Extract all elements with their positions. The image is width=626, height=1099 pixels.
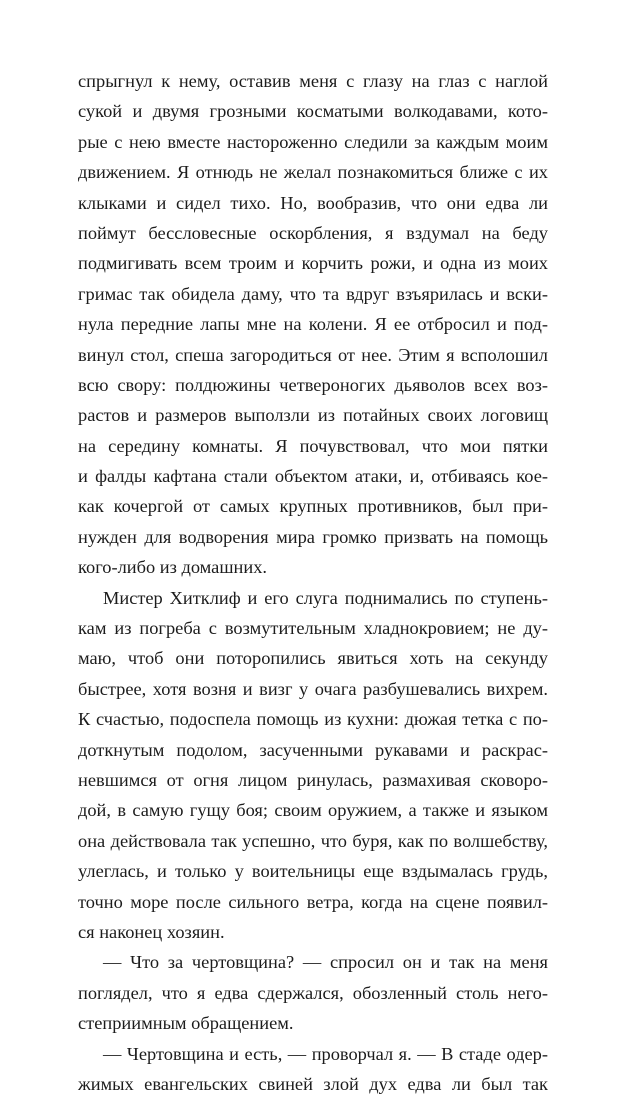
text-line: точно море после сильного ветра, когда на сцене появил- [78,887,548,917]
text-line: невшимся от огня лицом ринулась, размахивая сковоро- [78,765,548,795]
text-line: как кочергой от самых крупных противников, был при- [78,491,548,521]
text-line: гримас так обидела даму, что та вдруг взъярилась и вски- [78,279,548,309]
text-line: рые с нею вместе настороженно следили за каждым моим [78,127,548,157]
paragraph-4 [78,1039,548,1099]
text-line: дой, в самую гущу боя; своим оружием, а также и языком [78,795,548,825]
text-line: доткнутым подолом, засученными рукавами и раскрас- [78,735,548,765]
text-line: быстрее, хотя возня и визг у очага разбушевались вихрем. [78,674,548,704]
text-line: К счастью, подоспела помощь из кухни: дюжая тетка с по- [78,704,548,734]
text-line: кого-либо из домашних. [78,552,548,582]
book-page [78,66,548,1099]
paragraph-2 [78,583,548,948]
text-line: движением. Я отнюдь не желал познакомиться ближе с их [78,157,548,187]
text-line: спрыгнул к нему, оставив меня с глазу на глаз с наглой [78,66,548,96]
text-line: степриимным обращением. [78,1008,548,1038]
text-line: поглядел, что я едва сдержался, обозленный столь него- [78,978,548,1008]
text-line: растов и размеров выползли из потайных своих логовищ [78,400,548,430]
text-line: винул стол, спеша загородиться от нее. Этим я всполошил [78,340,548,370]
paragraph-3 [78,947,548,1038]
text-line: поймут бессловесные оскорбления, я вздумал на беду [78,218,548,248]
text-line: ся наконец хозяин. [78,917,548,947]
text-line: — Чертовщина и есть, — проворчал я. — В стаде одер- [78,1039,548,1069]
text-line: Мистер Хитклиф и его слуга поднимались по ступень- [78,583,548,613]
text-line: она действовала так успешно, что буря, как по волшебству, [78,826,548,856]
text-line: нула передние лапы мне на колени. Я ее отбросил и под- [78,309,548,339]
text-line: маю, чтоб они поторопились явиться хоть на секунду [78,643,548,673]
text-line: сукой и двумя грозными косматыми волкодавами, кото- [78,96,548,126]
text-line: на середину комнаты. Я почувствовал, что мои пятки [78,431,548,461]
text-line: нужден для водворения мира громко призвать на помощь [78,522,548,552]
text-line: подмигивать всем троим и корчить рожи, и одна из моих [78,248,548,278]
text-line: — Что за чертовщина? — спросил он и так на меня [78,947,548,977]
text-line: всю свору: полдюжины четвероногих дьяволов всех воз- [78,370,548,400]
text-line: улеглась, и только у воительницы еще вздымалась грудь, [78,856,548,886]
text-line: кам из погреба с возмутительным хладнокровием; не ду- [78,613,548,643]
paragraph-1 [78,66,548,583]
text-line: и фалды кафтана стали объектом атаки, и, отбиваясь кое- [78,461,548,491]
text-line: клыками и сидел тихо. Но, вообразив, что они едва ли [78,188,548,218]
text-line: жимых евангельских свиней злой дух едва ли был так [78,1069,548,1099]
